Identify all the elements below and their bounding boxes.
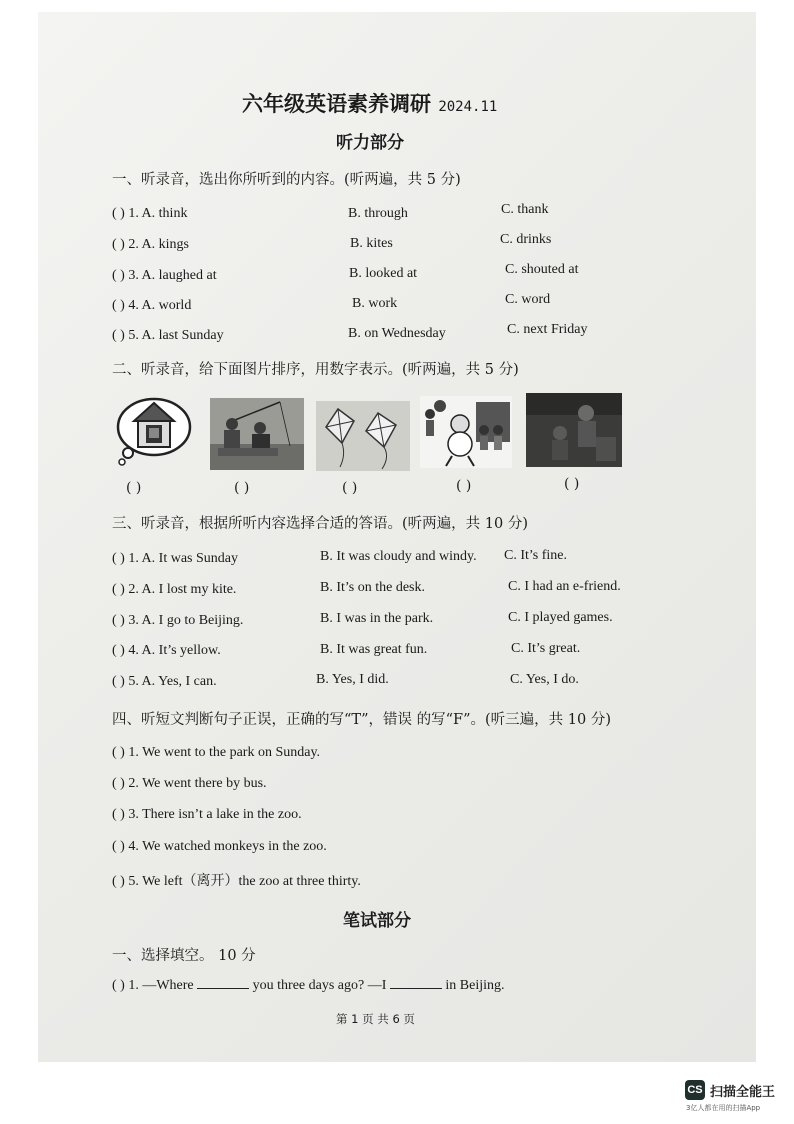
s1-item-2-c[interactable]: C. drinks — [500, 232, 552, 247]
picture-1 — [114, 393, 196, 467]
s1-item-3-c[interactable]: C. shouted at — [505, 262, 579, 277]
written-q1-post: in Beijing. — [445, 978, 505, 993]
s3-item-2-b[interactable]: B. It’s on the desk. — [320, 580, 425, 595]
picture-4-blank[interactable]: ( ) — [456, 478, 472, 494]
s1-item-5-c[interactable]: C. next Friday — [507, 322, 588, 337]
written-q1-paren[interactable]: ( ) — [112, 978, 125, 993]
written-q1 — [112, 976, 505, 994]
picture-3-blank[interactable]: ( ) — [342, 480, 358, 496]
s3-item-3-c[interactable]: C. I played games. — [508, 610, 613, 625]
scanner-tagline: 3亿人都在用的扫描App — [686, 1104, 761, 1112]
s3-item-2-a[interactable]: ( ) 2. A. I lost my kite. — [112, 582, 237, 597]
s3-item-5-a[interactable]: ( ) 5. A. Yes, I can. — [112, 674, 217, 689]
page-number: 第 1 页 共 6 页 — [336, 1012, 415, 1026]
s1-item-2-b[interactable]: B. kites — [350, 236, 393, 251]
s3-item-4-a[interactable]: ( ) 4. A. It’s yellow. — [112, 643, 221, 658]
s1-item-1-b[interactable]: B. through — [348, 206, 408, 221]
s1-item-5-b[interactable]: B. on Wednesday — [348, 326, 446, 341]
s1-item-1-a[interactable]: ( ) 1. A. think — [112, 206, 188, 221]
s4-item-1[interactable]: ( ) 1. We went to the park on Sunday. — [112, 745, 321, 760]
scanner-logo-icon: CS — [685, 1080, 705, 1100]
picture-2 — [210, 398, 304, 470]
s1-item-4-b[interactable]: B. work — [352, 296, 398, 311]
exam-title — [242, 88, 497, 118]
s3-item-1-a[interactable]: ( ) 1. A. It was Sunday — [112, 551, 238, 566]
s3-item-2-c[interactable]: C. I had an e-friend. — [508, 579, 621, 594]
s1-item-3-a[interactable]: ( ) 3. A. laughed at — [112, 268, 217, 283]
title-date: 2024.11 — [438, 99, 498, 115]
fishing-scene-icon — [210, 398, 304, 470]
listening-s3-instruction: 三、听录音，根据所听内容选择合适的答语。(听两遍，共 10 分) — [112, 516, 528, 532]
written-q1-blank-1[interactable] — [197, 976, 249, 989]
written-heading: 笔试部分 — [343, 911, 411, 931]
s3-item-4-c[interactable]: C. It’s great. — [511, 641, 581, 656]
listening-s2-instruction: 二、听录音，给下面图片排序，用数字表示。(听两遍，共 5 分) — [112, 362, 519, 378]
s4-item-4[interactable]: ( ) 4. We watched monkeys in the zoo. — [112, 839, 327, 854]
written-s1-instruction: 一、选择填空。 10 分 — [112, 948, 256, 964]
written-q1-mid: you three days ago? —I — [252, 978, 387, 993]
picture-1-blank[interactable]: ( ) — [126, 480, 142, 496]
picture-4 — [420, 396, 512, 468]
kites-icon — [316, 401, 410, 471]
scanner-app-name: 扫描全能王 — [710, 1085, 776, 1100]
parade-crowd-icon — [420, 396, 512, 468]
listening-s1-instruction: 一、听录音，选出你所听到的内容。(听两遍，共 5 分) — [112, 172, 461, 188]
picture-5 — [526, 393, 622, 467]
s4-item-3[interactable]: ( ) 3. There isn’t a lake in the zoo. — [112, 807, 302, 822]
listening-heading: 听力部分 — [336, 133, 404, 153]
s1-item-1-c[interactable]: C. thank — [501, 202, 549, 217]
s4-item-2[interactable]: ( ) 2. We went there by bus. — [112, 776, 267, 791]
s3-item-4-b[interactable]: B. It was great fun. — [320, 642, 428, 657]
s3-item-5-c[interactable]: C. Yes, I do. — [510, 672, 579, 687]
s1-item-5-a[interactable]: ( ) 5. A. last Sunday — [112, 328, 224, 343]
listening-s4-instruction: 四、听短文判断句子正误，正确的写“T”，错误 的写“F”。(听三遍，共 10 分) — [112, 712, 611, 728]
s3-item-5-b[interactable]: B. Yes, I did. — [316, 672, 389, 687]
written-q1-blank-2[interactable] — [390, 976, 442, 989]
written-q1-pre: 1. —Where — [128, 978, 194, 993]
house-photo-bubble-icon — [114, 393, 196, 467]
s1-item-4-a[interactable]: ( ) 4. A. world — [112, 298, 192, 313]
s1-item-3-b[interactable]: B. looked at — [349, 266, 418, 281]
s3-item-1-c[interactable]: C. It’s fine. — [504, 548, 567, 563]
dark-scene-people-icon — [526, 393, 622, 467]
picture-3 — [316, 401, 410, 471]
s1-item-4-c[interactable]: C. word — [505, 292, 551, 307]
s3-item-1-b[interactable]: B. It was cloudy and windy. — [320, 549, 477, 564]
title-text: 六年级英语素养调研 — [242, 91, 431, 116]
picture-2-blank[interactable]: ( ) — [234, 480, 250, 496]
s1-item-2-a[interactable]: ( ) 2. A. kings — [112, 237, 189, 252]
picture-5-blank[interactable]: ( ) — [564, 476, 580, 492]
s3-item-3-b[interactable]: B. I was in the park. — [320, 611, 434, 626]
s4-item-5[interactable]: ( ) 5. We left（离开）the zoo at three thirty. — [112, 874, 361, 889]
s3-item-3-a[interactable]: ( ) 3. A. I go to Beijing. — [112, 613, 244, 628]
